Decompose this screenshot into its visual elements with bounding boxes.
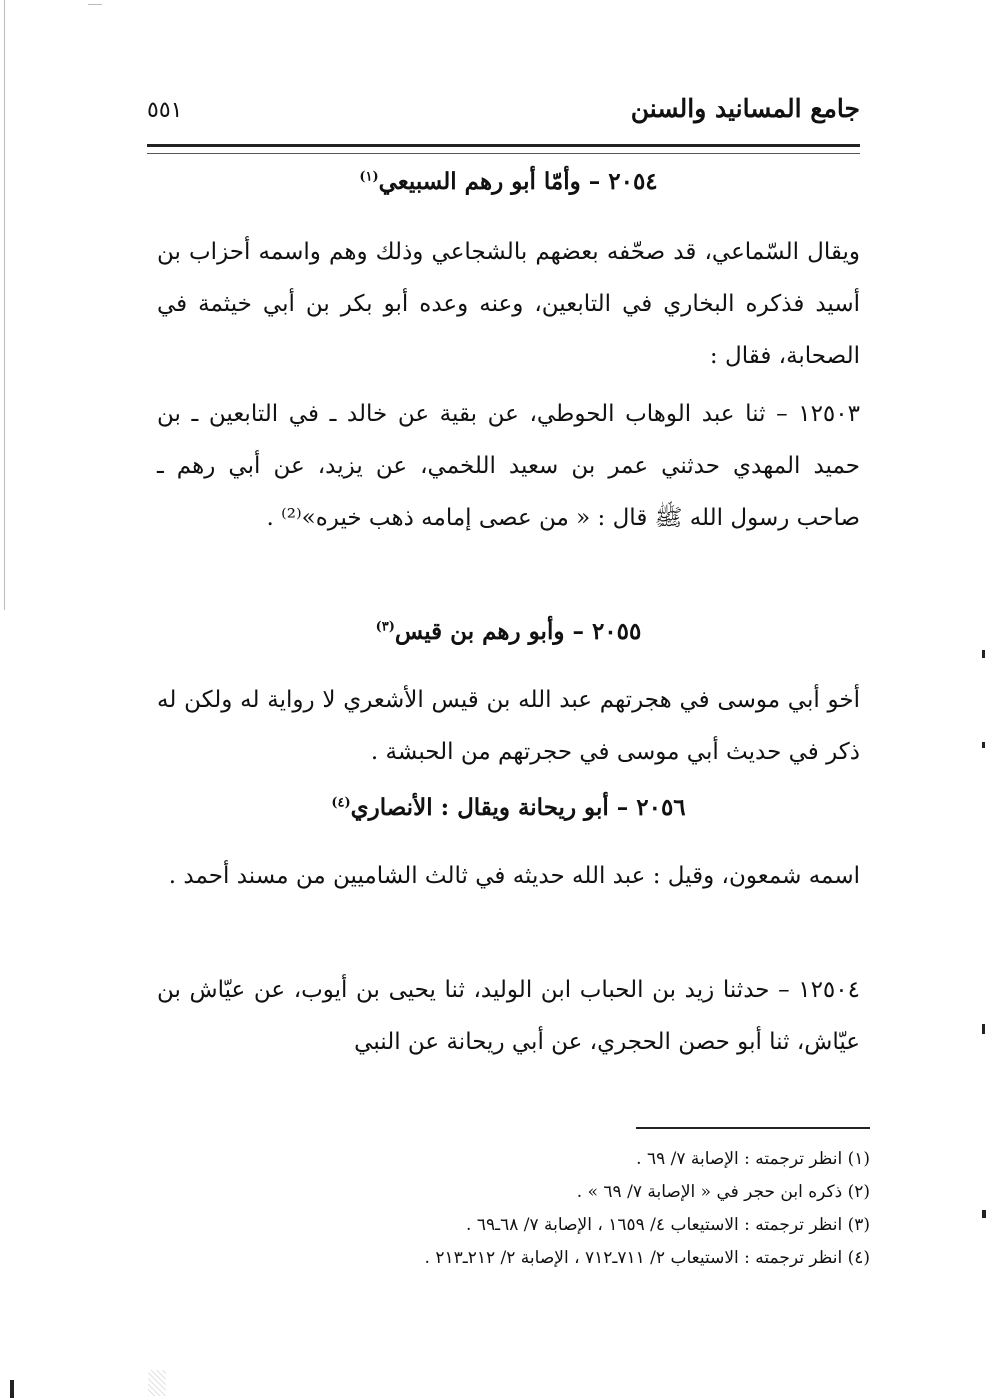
entry-heading-text: ٢٠٥٥ – وأبو رهم بن قيس <box>394 618 642 645</box>
paragraph: اسمه شمعون، وقيل : عبد الله حديثه في ثالث الشاميين من مسند أحمد . <box>168 863 860 889</box>
footnote: (١) انظر ترجمته : الإصابة ٧/ ٦٩ . <box>636 1149 870 1169</box>
entry-heading-2055 <box>157 618 860 645</box>
paragraph: أخو أبي موسى في هجرتهم عبد الله بن قيس الأشعري لا رواية له ولكن له ذكر في حديث أبي موسى في حجرتهم من الحبشة . <box>157 687 860 765</box>
footnote-marker: (١) <box>359 169 379 185</box>
footnote: (٢) ذكره ابن حجر في « الإصابة ٧/ ٦٩ » . <box>576 1182 870 1202</box>
hadith-paragraph: ١٢٥٠٤ – حدثنا زيد بن الحباب ابن الوليد، ثنا يحيى بن أيوب، عن عيّاش بن عيّاش، ثنا أبو حصن الحجري، عن أبي ريحانة عن النبي <box>157 977 860 1055</box>
scan-speck <box>148 1370 166 1396</box>
running-title: جامع المسانيد والسنن <box>630 94 860 123</box>
footnote: (٤) انظر ترجمته : الاستيعاب ٢/ ٧١١ـ٧١٢ ، الإصابة ٢/ ٢١٢ـ٢١٣ . <box>424 1248 870 1268</box>
page-number: ٥٥١ <box>147 98 183 123</box>
entry-heading-text: ٢٠٥٦ – أبو ريحانة ويقال : الأنصاري <box>350 794 686 821</box>
entry-heading-2054 <box>157 168 860 195</box>
footnote-marker: (٤) <box>331 795 351 811</box>
scan-mark <box>10 1380 14 1398</box>
scan-mark <box>982 1210 986 1218</box>
footnote: (٣) انظر ترجمته : الاستيعاب ٤/ ١٦٥٩ ، الإصابة ٧/ ٦٨ـ٦٩ . <box>466 1215 870 1235</box>
footnote-marker: (٣) <box>375 619 395 635</box>
header-rule <box>147 144 860 154</box>
footnotes <box>157 1143 870 1275</box>
entry-heading-2056 <box>157 794 860 821</box>
page-header <box>147 88 860 140</box>
footnote-rule <box>636 1127 870 1129</box>
scan-mark <box>982 742 985 748</box>
scan-edge-mark <box>88 4 102 5</box>
scan-mark <box>982 1024 985 1034</box>
paragraph: ويقال السّماعي، قد صحّفه بعضهم بالشجاعي وذلك وهم واسمه أحزاب بن أسيد فذكره البخاري في التابعين، وعنه وعده أبو بكر بن أبي خيثمة في الصحابة، فقال : <box>157 239 860 369</box>
entry-heading-text: ٢٠٥٤ – وأمّا أبو رهم السبيعي <box>378 168 658 195</box>
scan-edge-line <box>4 0 5 610</box>
hadith-paragraph: ١٢٥٠٣ – ثنا عبد الوهاب الحوطي، عن بقية عن خالد ـ في التابعين ـ بن حميد المهدي حدثني عمر بن سعيد اللخمي، عن يزيد، عن أبي رهم ـ صاحب رسول الله ﷺ قال : « من عصى إمامه ذهب خيره»⁽²⁾ . <box>157 401 860 531</box>
scan-mark <box>982 650 985 658</box>
